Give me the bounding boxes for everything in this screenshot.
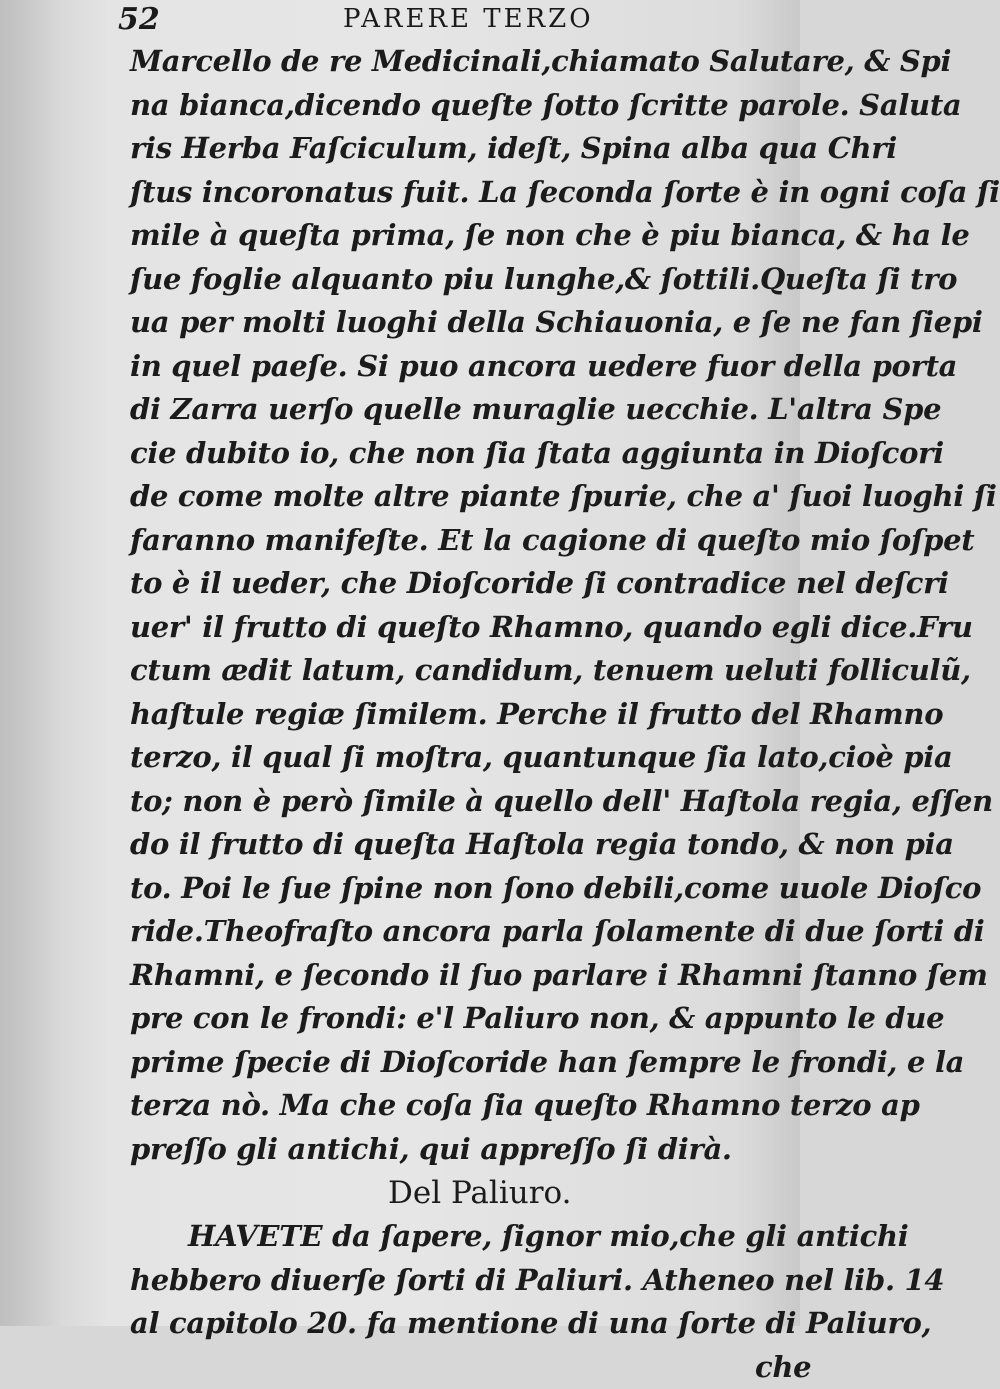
text-line: Marcello de re Medicinali,chiamato Salutare, & Spi <box>130 40 798 84</box>
text-line: to. Poi le ſue ſpine non ſono debili,come uuole Dioſco <box>130 867 798 911</box>
text-line: HAVETE da ſapere, ſignor mio,che gli antichi <box>130 1215 798 1259</box>
text-line: do il frutto di queſta Haſtola regia tondo, & non pia <box>130 823 798 867</box>
binding-shadow <box>0 0 110 1326</box>
text-line: na bianca,dicendo queſte ſotto ſcritte parole. Saluta <box>130 84 798 128</box>
page-header <box>118 2 798 40</box>
running-head: PARERE TERZO <box>343 4 594 34</box>
text-line: in quel paeſe. Si puo ancora uedere fuor della porta <box>130 345 798 389</box>
text-line: mile à queſta prima, ſe non che è piu bianca, & ha le <box>130 214 798 258</box>
text-line: hebbero diuerſe ſorti di Paliuri. Atheneo nel lib. 14 <box>130 1259 798 1303</box>
text-line: haſtule regiæ ſimilem. Perche il frutto del Rhamno <box>130 693 798 737</box>
text-line: de come molte altre piante ſpurie, che a' ſuoi luoghi ſi <box>130 475 798 519</box>
text-line: ris Herba Faſciculum, ideſt, Spina alba qua Chri <box>130 127 798 171</box>
body-text <box>130 40 798 1389</box>
text-line: cie dubito io, che non ſia ſtata aggiunta in Dioſcori <box>130 432 798 476</box>
text-line: ride.Theofraſto ancora parla ſolamente di due ſorti di <box>130 910 798 954</box>
text-line: ſue foglie alquanto piu lunghe,& ſottili.Queſta ſi tro <box>130 258 798 302</box>
text-line: pre con le frondi: e'l Paliuro non, & appunto le due <box>130 997 798 1041</box>
text-line: ſtus incoronatus fuit. La ſeconda ſorte è in ogni coſa ſi <box>130 171 798 215</box>
text-line: prime ſpecie di Dioſcoride han ſempre le frondi, e la <box>130 1041 798 1085</box>
text-line: Rhamni, e ſecondo il ſuo parlare i Rhamni ſtanno ſem <box>130 954 798 998</box>
text-line: to; non è però ſimile à quello dell' Haſtola regia, eſſen <box>130 780 798 824</box>
section-heading: Del Paliuro. <box>130 1171 798 1215</box>
text-line: terzo, il qual ſi moſtra, quantunque ſia lato,cioè pia <box>130 736 798 780</box>
text-line: ua per molti luoghi della Schiauonia, e ſe ne fan ſiepi <box>130 301 798 345</box>
text-line: ctum ædit latum, candidum, tenuem ueluti folliculũ, <box>130 649 798 693</box>
text-line: to è il ueder, che Dioſcoride ſi contradice nel deſcri <box>130 562 798 606</box>
text-line: al capitolo 20. fa mentione di una ſorte di Paliuro, <box>130 1302 798 1346</box>
text-line: uer' il frutto di queſto Rhamno, quando egli dice.Fru <box>130 606 798 650</box>
page-number: 52 <box>118 2 160 37</box>
catchword: che <box>130 1346 798 1389</box>
text-line: preſſo gli antichi, qui appreſſo ſi dirà. <box>130 1128 798 1172</box>
text-line: terza nò. Ma che coſa ſia queſto Rhamno terzo ap <box>130 1084 798 1128</box>
text-line: di Zarra uerſo quelle muraglie uecchie. L'altra Spe <box>130 388 798 432</box>
text-line: faranno manifeſte. Et la cagione di queſto mio ſoſpet <box>130 519 798 563</box>
